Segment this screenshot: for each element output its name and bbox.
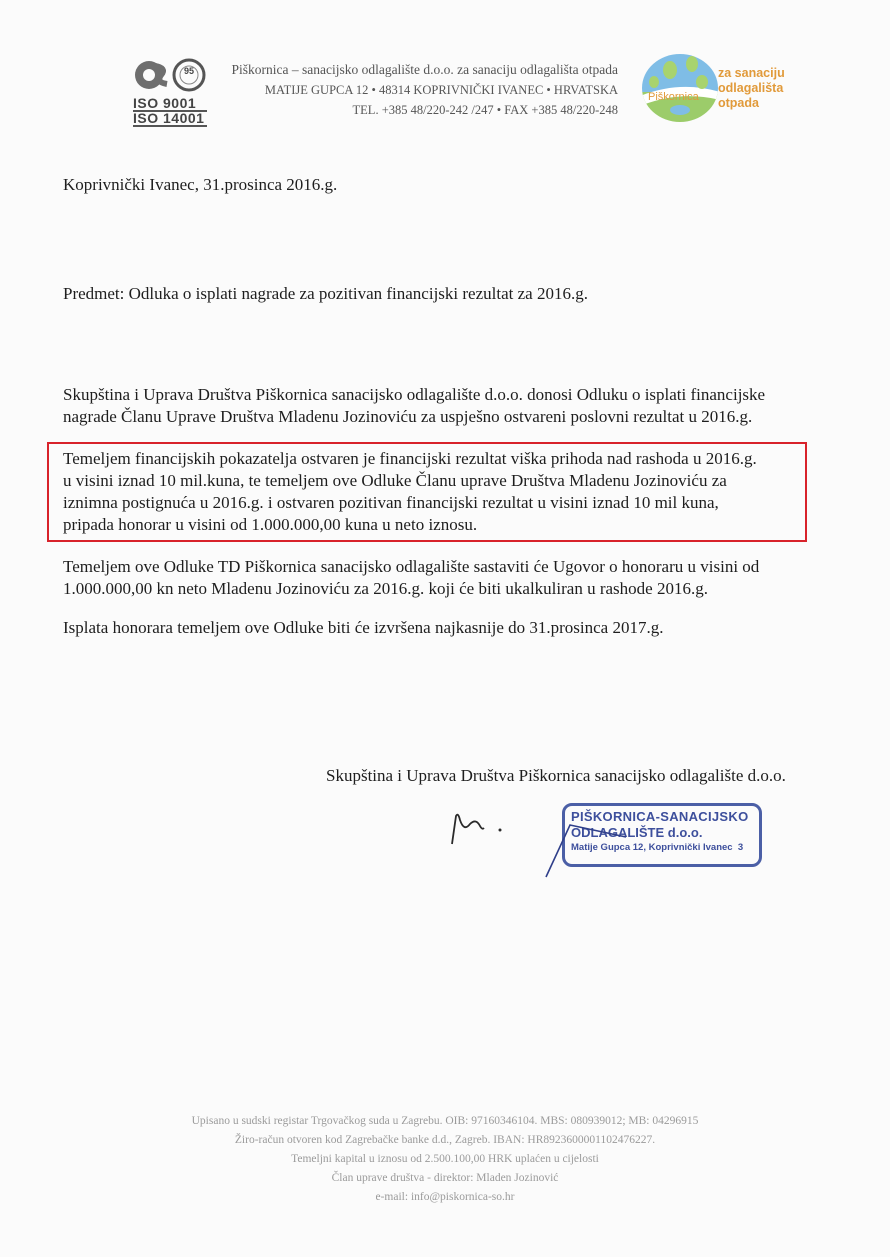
- tagline-line-2: odlagališta: [718, 81, 784, 95]
- paragraph-line: u visini iznad 10 mil.kuna, te temeljem ove Odluke Članu uprave Društva Mladenu Jozinoviću za: [63, 471, 727, 490]
- svg-text:Piškornica: Piškornica: [648, 91, 699, 103]
- footer-line: Član uprave društva - direktor: Mladen Jozinović: [331, 1172, 559, 1184]
- stamp-line-2: ODLAGALIŠTE d.o.o.: [571, 825, 703, 840]
- paragraph-line: iznimna postignuća u 2016.g. i ostvaren pozitivan financijski rezultat u visini iznad 10 mil kuna,: [63, 493, 719, 512]
- stamp-pen-stroke-icon: [540, 815, 630, 880]
- stamp-line-1: PIŠKORNICA-SANACIJSKO: [571, 809, 749, 824]
- highlighted-paragraph: [63, 448, 757, 536]
- svg-text:95: 95: [183, 66, 195, 76]
- payment-paragraph: Isplata honorara temeljem ove Odluke biti će izvršena najkasnije do 31.prosinca 2017.g.: [63, 618, 664, 637]
- paragraph-line: Temeljem financijskih pokazatelja ostvaren je financijski rezultat viška prihoda nad rashoda u 2016.g.: [63, 449, 757, 468]
- contract-paragraph: [63, 556, 759, 600]
- footer-line: Žiro-račun otvoren kod Zagrebačke banke d.d., Zagreb. IBAN: HR8923600001102476227.: [234, 1134, 656, 1146]
- stamp-line-3: Matije Gupca 12, Koprivnički Ivanec 3: [571, 842, 744, 853]
- decision-paragraph: [63, 384, 765, 428]
- iso-9001-label: ISO 9001: [133, 97, 207, 112]
- footer-line: Temeljni kapital u iznosu od 2.500.100,00 HRK uplaćen u cijelosti: [291, 1153, 599, 1165]
- company-registration-footer: [0, 1112, 890, 1207]
- company-letterhead: [220, 60, 618, 120]
- company-name-line: Piškornica – sanacijsko odlagalište d.o.o. za sanaciju odlagališta otpada: [231, 62, 618, 77]
- signatory-line: Skupština i Uprava Društva Piškornica sanacijsko odlagalište d.o.o.: [326, 766, 786, 785]
- company-address-line: MATIJE GUPCA 12 • 48314 KOPRIVNIČKI IVANEC • HRVATSKA: [264, 83, 618, 97]
- paragraph-line: Temeljem ove Odluke TD Piškornica sanacijsko odlagalište sastaviti će Ugovor o honoraru u visini od: [63, 557, 760, 576]
- iso-certification-logo: [133, 58, 209, 124]
- brand-tagline: [718, 66, 785, 111]
- place-and-date: Koprivnički Ivanec, 31.prosinca 2016.g.: [63, 175, 338, 194]
- handwritten-signature-icon: [448, 810, 518, 850]
- qs-certification-icon: [133, 58, 209, 92]
- paragraph-line: pripada honorar u visini od 1.000.000,00 kuna u neto iznosu.: [63, 515, 478, 534]
- paragraph-line: 1.000.000,00 kn neto Mladenu Jozinoviću za 2016.g. koji će biti ukalkuliran u rashode 2016.g.: [63, 579, 708, 598]
- company-contact-line: TEL. +385 48/220-242 /247 • FAX +385 48/220-248: [352, 103, 618, 117]
- iso-14001-label: ISO 14001: [133, 112, 207, 127]
- tagline-line-1: za sanaciju: [718, 66, 785, 80]
- footer-line: Upisano u sudski registar Trgovačkog suda u Zagrebu. OIB: 97160346104. MBS: 080939012; MB: 04296915: [191, 1115, 699, 1127]
- tagline-line-3: otpada: [718, 96, 759, 110]
- paragraph-line: Skupština i Uprava Društva Piškornica sanacijsko odlagalište d.o.o. donosi Odluku o isplati financijske: [63, 385, 766, 404]
- letter-subject: Predmet: Odluka o isplati nagrade za pozitivan financijski rezultat za 2016.g.: [63, 284, 588, 303]
- paragraph-line: nagrade Članu Uprave Društva Mladenu Jozinoviću za uspješno ostvareni poslovni rezultat u 2016.g.: [63, 407, 753, 426]
- footer-email: e-mail: info@piskornica-so.hr: [375, 1191, 515, 1203]
